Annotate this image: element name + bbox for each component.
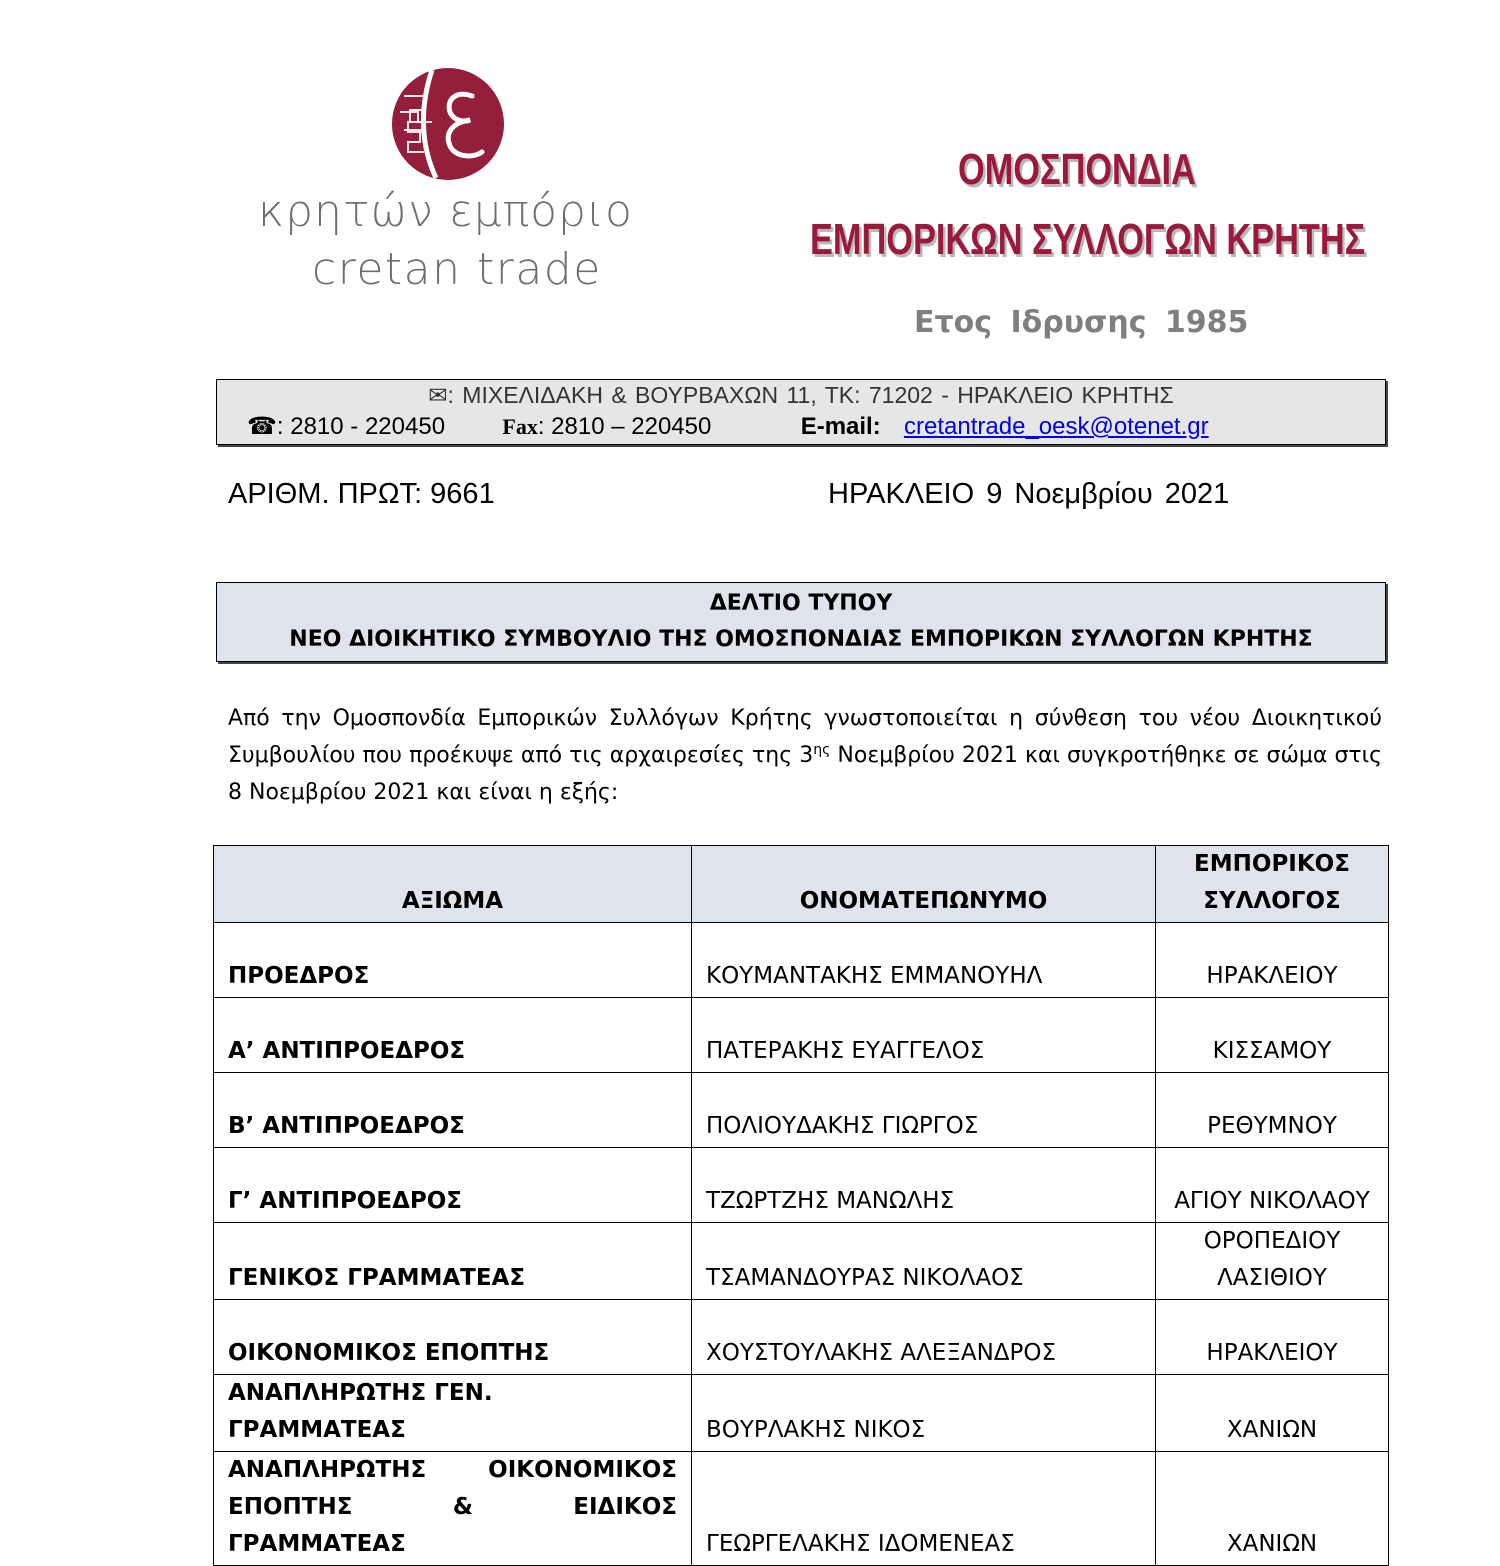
association-cell: ΑΓΙΟΥ ΝΙΚΟΛΑΟΥ	[1156, 1148, 1389, 1223]
board-table	[213, 845, 1389, 1566]
header-association: ΕΜΠΟΡΙΚΟΣ ΣΥΛΛΟΓΟΣ	[1156, 846, 1389, 923]
header-position: ΑΞΙΩΜΑ	[214, 846, 692, 923]
name-cell: ΒΟΥΡΛΑΚΗΣ ΝΙΚΟΣ	[692, 1375, 1156, 1452]
name-cell: ΧΟΥΣΤΟΥΛΑΚΗΣ ΑΛΕΞΑΝΔΡΟΣ	[692, 1300, 1156, 1375]
intro-text-2: Νοεμβρίου 2021 και συγκροτήθηκε σε σώμα στις 8 Νοεμβρίου 2021 και είναι η εξής:	[228, 743, 1382, 805]
name-cell: ΠΟΛΙΟΥΔΑΚΗΣ ΓΙΩΡΓΟΣ	[692, 1073, 1156, 1148]
association-cell: ΗΡΑΚΛΕΙΟΥ	[1156, 923, 1389, 998]
table-row	[214, 998, 1389, 1073]
founded-year: Ετος Ιδρυσης 1985	[914, 305, 1249, 340]
address-line: ✉: ΜΙΧΕΛΙΔΑΚΗ & ΒΟΥΡΒΑΧΩΝ 11, ΤΚ: 71202 - ΗΡΑΚΛΕΙΟ ΚΡΗΤΗΣ	[428, 382, 1174, 408]
protocol-number: ΑΡΙΘΜ. ΠΡΩΤ: 9661	[228, 478, 495, 510]
association-cell: ΚΙΣΣΑΜΟΥ	[1156, 998, 1389, 1073]
association-cell: ΡΕΘΥΜΝΟΥ	[1156, 1073, 1389, 1148]
name-cell: ΚΟΥΜΑΝΤΑΚΗΣ ΕΜΜΑΝΟΥΗΛ	[692, 923, 1156, 998]
table-row	[214, 923, 1389, 998]
phone-number: ☎: 2810 - 220450	[247, 413, 446, 440]
press-release-subtitle: ΝΕΟ ΔΙΟΙΚΗΤΙΚΟ ΣΥΜΒΟΥΛΙΟ ΤΗΣ ΟΜΟΣΠΟΝΔΙΑΣ ΕΜΠΟΡΙΚΩΝ ΣΥΛΛΟΓΩΝ ΚΡΗΤΗΣ	[289, 627, 1313, 652]
position-cell: ΑΝΑΠΛΗΡΩΤΗΣ ΓΕΝ. ΓΡΑΜΜΑΤΕΑΣ	[214, 1375, 692, 1452]
cretan-trade-logo-icon	[390, 66, 506, 182]
email-label: E-mail:	[800, 413, 881, 440]
federation-title-line1: ΟΜΟΣΠΟΝΔΙΑ	[958, 145, 1196, 194]
place-date: ΗΡΑΚΛΕΙΟ 9 Νοεμβρίου 2021	[828, 478, 1230, 510]
fax-label: Fax	[502, 414, 538, 439]
association-cell: ΧΑΝΙΩΝ	[1156, 1452, 1389, 1566]
logo-text-english: cretan trade	[312, 244, 602, 295]
position-cell: ΟΙΚΟΝΟΜΙΚΟΣ ΕΠΟΠΤΗΣ	[214, 1300, 692, 1375]
press-release-title: ΔΕΛΤΙΟ ΤΥΠΟΥ	[709, 591, 893, 616]
table-row	[214, 1375, 1389, 1452]
association-cell: ΗΡΑΚΛΕΙΟΥ	[1156, 1300, 1389, 1375]
table-row	[214, 1452, 1389, 1566]
contact-line	[247, 412, 1209, 441]
position-cell: ΓΕΝΙΚΟΣ ΓΡΑΜΜΑΤΕΑΣ	[214, 1223, 692, 1300]
table-row	[214, 1223, 1389, 1300]
position-cell: Γ’ ΑΝΤΙΠΡΟΕΔΡΟΣ	[214, 1148, 692, 1223]
header-name: ΟΝΟΜΑΤΕΠΩΝΥΜΟ	[692, 846, 1156, 923]
press-release-box	[216, 582, 1386, 662]
contact-box	[216, 379, 1386, 445]
association-cell: ΟΡΟΠΕΔΙΟΥ ΛΑΣΙΘΙΟΥ	[1156, 1223, 1389, 1300]
name-cell: ΠΑΤΕΡΑΚΗΣ ΕΥΑΓΓΕΛΟΣ	[692, 998, 1156, 1073]
intro-superscript: ης	[813, 742, 831, 758]
federation-title-line2: ΕΜΠΟΡΙΚΩΝ ΣΥΛΛΟΓΩΝ ΚΡΗΤΗΣ	[810, 215, 1366, 264]
name-cell: ΓΕΩΡΓΕΛΑΚΗΣ ΙΔΟΜΕΝΕΑΣ	[692, 1452, 1156, 1566]
name-cell: ΤΖΩΡΤΖΗΣ ΜΑΝΩΛΗΣ	[692, 1148, 1156, 1223]
position-cell: ΠΡΟΕΔΡΟΣ	[214, 923, 692, 998]
intro-text-1: Από την Ομοσπονδία Εμπορικών Συλλόγων Κρήτης γνωστοποιείται η σύνθεση του νέου Διοικητικού Συμβουλίου που προέκυψε από τις αρχαιρεσίες της 3	[228, 706, 1382, 768]
name-cell: ΤΣΑΜΑΝΔΟΥΡΑΣ ΝΙΚΟΛΑΟΣ	[692, 1223, 1156, 1300]
intro-paragraph	[228, 700, 1382, 811]
table-row	[214, 1148, 1389, 1223]
table-row	[214, 1073, 1389, 1148]
email-link[interactable]: cretantrade_oesk@otenet.gr	[904, 413, 1209, 440]
fax-number: : 2810 – 220450	[537, 413, 712, 440]
position-cell: Α’ ΑΝΤΙΠΡΟΕΔΡΟΣ	[214, 998, 692, 1073]
association-cell: ΧΑΝΙΩΝ	[1156, 1375, 1389, 1452]
logo-text-greek: κρητών εμπόριο	[258, 186, 633, 237]
table-row	[214, 1300, 1389, 1375]
position-cell: Β’ ΑΝΤΙΠΡΟΕΔΡΟΣ	[214, 1073, 692, 1148]
position-cell: ΑΝΑΠΛΗΡΩΤΗΣ ΟΙΚΟΝΟΜΙΚΟΣ ΕΠΟΠΤΗΣ & ΕΙΔΙΚΟΣ ΓΡΑΜΜΑΤΕΑΣ	[214, 1452, 692, 1566]
table-header-row	[214, 846, 1389, 923]
